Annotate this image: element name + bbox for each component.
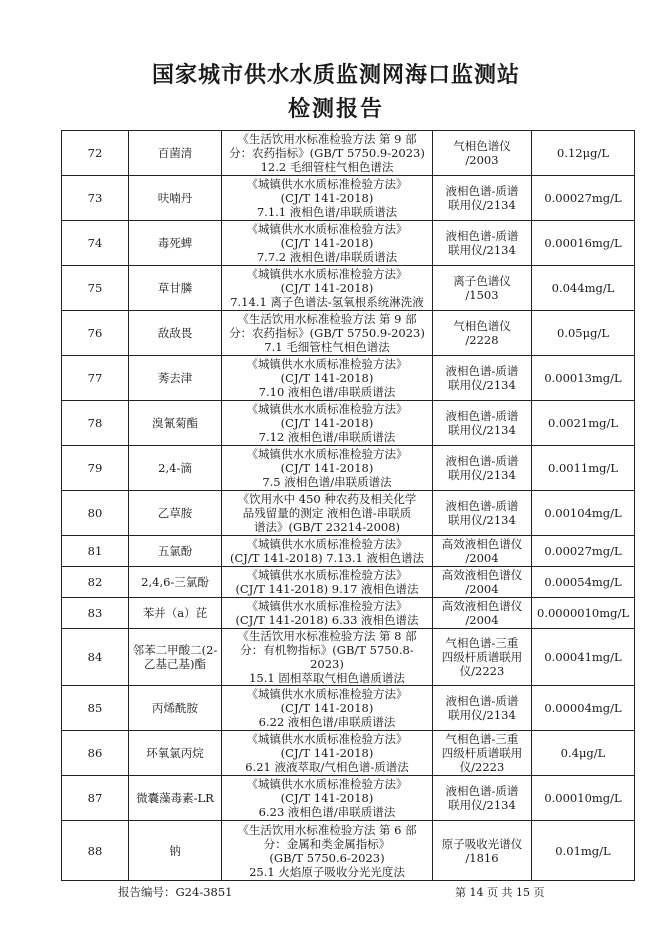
instrument-line: 气相色谱-三重 xyxy=(445,636,519,650)
method-line: 《城镇供水水质标准检验方法》 xyxy=(246,777,408,791)
instrument-line: 离子色谱仪 xyxy=(453,274,511,288)
detection-limit: 0.01mg/L xyxy=(532,821,635,881)
detection-limit: 0.00104mg/L xyxy=(532,491,635,536)
method-line: 《城镇供水水质标准检验方法》 xyxy=(246,177,408,191)
method-line: 分：农药指标》(GB/T 5750.9-2023) xyxy=(229,146,425,160)
instrument-line: 液相色谱-质谱 xyxy=(445,229,519,243)
instrument-line: 气相色谱仪 xyxy=(453,139,511,153)
test-item: 五氯酚 xyxy=(129,536,222,567)
instrument-line: /2004 xyxy=(465,551,499,565)
results-table xyxy=(61,130,635,881)
row-number: 81 xyxy=(62,536,129,567)
method-line: 15.1 固相萃取气相色谱质谱法 xyxy=(249,671,405,685)
detection-limit: 0.00054mg/L xyxy=(532,567,635,598)
test-item: 草甘膦 xyxy=(129,266,222,311)
report-number: 报告编号：G24-3851 xyxy=(118,885,233,899)
detection-limit: 0.00027mg/L xyxy=(532,536,635,567)
test-item: 百菌清 xyxy=(129,131,222,176)
method-line: 《生活饮用水标准检验方法 第 9 部 xyxy=(237,312,417,326)
table-row xyxy=(62,131,635,176)
instrument-line: 原子吸收光谱仪 xyxy=(441,836,523,851)
test-method xyxy=(222,311,433,356)
instrument-line: 液相色谱-质谱 xyxy=(445,184,519,198)
row-number: 83 xyxy=(62,598,129,629)
row-number: 74 xyxy=(62,221,129,266)
report-subtitle: 检测报告 xyxy=(287,96,384,122)
row-number: 84 xyxy=(62,629,129,686)
instrument-line: 气相色谱-三重 xyxy=(445,732,519,746)
method-line: (CJ/T 141-2018) xyxy=(280,416,374,430)
instrument xyxy=(433,356,532,401)
method-line: (CJ/T 141-2018) xyxy=(280,791,374,805)
test-method xyxy=(222,731,433,776)
instrument xyxy=(433,776,532,821)
row-number: 88 xyxy=(62,821,129,881)
detection-limit: 0.0000010mg/L xyxy=(532,598,635,629)
method-line: 7.5 液相色谱/串联质谱法 xyxy=(262,475,392,489)
instrument-line: 四级杆质谱联用 xyxy=(441,650,523,664)
method-line: 《生活饮用水标准检验方法 第 9 部 xyxy=(237,132,417,146)
instrument xyxy=(433,131,532,176)
test-item: 2,4-滴 xyxy=(129,446,222,491)
test-method xyxy=(222,821,433,881)
method-line: 《城镇供水水质标准检验方法》 xyxy=(246,687,408,701)
instrument-line: 联用仪/2134 xyxy=(448,468,516,482)
row-number: 86 xyxy=(62,731,129,776)
row-number: 80 xyxy=(62,491,129,536)
detection-limit: 0.00041mg/L xyxy=(532,629,635,686)
test-item: 2,4,6-三氯酚 xyxy=(129,567,222,598)
page-number: 第 14 页 共 15 页 xyxy=(455,886,545,899)
instrument xyxy=(433,311,532,356)
table-row xyxy=(62,356,635,401)
instrument-line: 仪/2223 xyxy=(459,760,505,774)
method-line: 《城镇供水水质标准检验方法》 xyxy=(246,222,408,236)
instrument xyxy=(433,176,532,221)
table-row xyxy=(62,311,635,356)
row-number: 72 xyxy=(62,131,129,176)
instrument xyxy=(433,401,532,446)
instrument-line: /2228 xyxy=(465,333,499,347)
test-method xyxy=(222,536,433,567)
method-line: 7.10 液相色谱/串联质谱法 xyxy=(258,385,396,399)
method-line: 6.23 液相色谱/串联质谱法 xyxy=(258,805,396,819)
test-method xyxy=(222,598,433,629)
method-line: (CJ/T 141-2018) xyxy=(280,461,374,475)
test-method xyxy=(222,221,433,266)
method-line: 6.22 液相色谱/串联质谱法 xyxy=(258,715,396,729)
method-line: 《城镇供水水质标准检验方法》 xyxy=(246,402,408,416)
test-method xyxy=(222,131,433,176)
instrument xyxy=(433,598,532,629)
row-number: 73 xyxy=(62,176,129,221)
method-line: 《城镇供水水质标准检验方法》 xyxy=(246,267,408,281)
method-line: (CJ/T 141-2018) xyxy=(280,236,374,250)
method-line: (CJ/T 141-2018) 9.17 液相色谱法 xyxy=(235,582,419,596)
row-number: 79 xyxy=(62,446,129,491)
row-number: 78 xyxy=(62,401,129,446)
instrument-line: /2004 xyxy=(465,613,499,627)
test-item: 溴氰菊酯 xyxy=(129,401,222,446)
method-line: 《城镇供水水质标准检验方法》 xyxy=(246,357,408,371)
instrument xyxy=(433,731,532,776)
test-method xyxy=(222,266,433,311)
instrument-line: /2004 xyxy=(465,582,499,596)
instrument-line: 液相色谱-质谱 xyxy=(445,409,519,423)
test-item: 苯并（a）芘 xyxy=(129,598,222,629)
instrument xyxy=(433,491,532,536)
instrument-line: 联用仪/2134 xyxy=(448,708,516,722)
instrument-line: 液相色谱-质谱 xyxy=(445,454,519,468)
method-line: 分：金属和类金属指标》 xyxy=(263,836,391,851)
row-number: 82 xyxy=(62,567,129,598)
instrument-line: 联用仪/2134 xyxy=(448,378,516,392)
detection-limit: 0.0021mg/L xyxy=(532,401,635,446)
table-row xyxy=(62,266,635,311)
test-item: 邻苯二甲酸二(2-乙基己基)酯 xyxy=(129,629,222,686)
table-row xyxy=(62,776,635,821)
method-line: 12.2 毛细管柱气相色谱法 xyxy=(260,160,394,174)
instrument-line: 液相色谱-质谱 xyxy=(445,364,519,378)
instrument-line: /1816 xyxy=(465,850,499,865)
instrument-line: 联用仪/2134 xyxy=(448,198,516,212)
table-row xyxy=(62,176,635,221)
method-line: 《饮用水中 450 种农药及相关化学 xyxy=(237,492,417,506)
detection-limit: 0.05μg/L xyxy=(532,311,635,356)
method-line: (CJ/T 141-2018) 6.33 液相色谱法 xyxy=(235,613,419,627)
row-number: 75 xyxy=(62,266,129,311)
instrument xyxy=(433,221,532,266)
instrument xyxy=(433,536,532,567)
instrument-line: 液相色谱-质谱 xyxy=(445,784,519,798)
row-number: 77 xyxy=(62,356,129,401)
table-row xyxy=(62,536,635,567)
instrument-line: 液相色谱-质谱 xyxy=(445,694,519,708)
table-row xyxy=(62,686,635,731)
test-method xyxy=(222,176,433,221)
detection-limit: 0.00004mg/L xyxy=(532,686,635,731)
detection-limit: 0.00010mg/L xyxy=(532,776,635,821)
test-item: 微囊藻毒素-LR xyxy=(129,776,222,821)
instrument-line: 联用仪/2134 xyxy=(448,513,516,527)
table-row xyxy=(62,491,635,536)
instrument-line: 液相色谱-质谱 xyxy=(445,499,519,513)
method-line: (GB/T 5750.6-2023) xyxy=(269,850,385,865)
table-row xyxy=(62,567,635,598)
method-line: 《城镇供水水质标准检验方法》 xyxy=(246,599,408,613)
method-line: 《城镇供水水质标准检验方法》 xyxy=(246,732,408,746)
test-item: 毒死蜱 xyxy=(129,221,222,266)
method-line: 《城镇供水水质标准检验方法》 xyxy=(246,537,408,551)
test-item: 莠去津 xyxy=(129,356,222,401)
test-method xyxy=(222,356,433,401)
instrument-line: 联用仪/2134 xyxy=(448,423,516,437)
instrument xyxy=(433,567,532,598)
instrument-line: /2003 xyxy=(465,153,499,167)
method-line: 《城镇供水水质标准检验方法》 xyxy=(246,447,408,461)
instrument xyxy=(433,686,532,731)
instrument xyxy=(433,266,532,311)
row-number: 85 xyxy=(62,686,129,731)
table-row xyxy=(62,731,635,776)
table-row xyxy=(62,821,635,881)
method-line: (CJ/T 141-2018) xyxy=(280,371,374,385)
detection-limit: 0.00013mg/L xyxy=(532,356,635,401)
method-line: (CJ/T 141-2018) xyxy=(280,746,374,760)
test-item: 呋喃丹 xyxy=(129,176,222,221)
test-method xyxy=(222,686,433,731)
test-item: 环氧氯丙烷 xyxy=(129,731,222,776)
detection-limit: 0.00016mg/L xyxy=(532,221,635,266)
instrument xyxy=(433,821,532,881)
test-method xyxy=(222,629,433,686)
method-line: (CJ/T 141-2018) xyxy=(280,191,374,205)
detection-limit: 0.12μg/L xyxy=(532,131,635,176)
instrument-line: 联用仪/2134 xyxy=(448,798,516,812)
method-line: 7.14.1 离子色谱法-氢氧根系统淋洗液 xyxy=(230,295,424,309)
instrument-line: 高效液相色谱仪 xyxy=(441,568,523,582)
instrument xyxy=(433,629,532,686)
table-row xyxy=(62,629,635,686)
method-line: 品残留量的测定 液相色谱-串联质 xyxy=(242,506,412,520)
table-row xyxy=(62,446,635,491)
detection-limit: 0.0011mg/L xyxy=(532,446,635,491)
method-line: 谱法》(GB/T 23214-2008) xyxy=(253,520,401,534)
test-method xyxy=(222,401,433,446)
method-line: 7.7.2 液相色谱/串联质谱法 xyxy=(256,250,398,264)
instrument xyxy=(433,446,532,491)
test-item: 钠 xyxy=(129,821,222,881)
table-row xyxy=(62,598,635,629)
method-line: 分：有机物指标》(GB/T 5750.8-2023) xyxy=(240,643,414,671)
instrument-line: 高效液相色谱仪 xyxy=(441,599,523,613)
row-number: 87 xyxy=(62,776,129,821)
test-method xyxy=(222,567,433,598)
method-line: 7.1 毛细管柱气相色谱法 xyxy=(264,340,390,354)
method-line: (CJ/T 141-2018) xyxy=(280,281,374,295)
instrument-line: 高效液相色谱仪 xyxy=(441,537,523,551)
table-row xyxy=(62,401,635,446)
detection-limit: 0.00027mg/L xyxy=(532,176,635,221)
method-line: 分：农药指标》(GB/T 5750.9-2023) xyxy=(229,326,425,340)
test-item: 乙草胺 xyxy=(129,491,222,536)
method-line: 6.21 液液萃取/气相色谱-质谱法 xyxy=(245,760,409,774)
test-item: 敌敌畏 xyxy=(129,311,222,356)
instrument-line: 仪/2223 xyxy=(459,664,505,678)
instrument-line: 联用仪/2134 xyxy=(448,243,516,257)
test-method xyxy=(222,776,433,821)
method-line: 7.12 液相色谱/串联质谱法 xyxy=(258,430,396,444)
instrument-line: /1503 xyxy=(465,288,499,302)
report-title: 国家城市供水水质监测网海口监测站 xyxy=(151,62,520,88)
test-method xyxy=(222,491,433,536)
instrument-line: 四级杆质谱联用 xyxy=(441,746,523,760)
test-method xyxy=(222,446,433,491)
method-line: 25.1 火焰原子吸收分光光度法 xyxy=(249,864,405,879)
method-line: 《城镇供水水质标准检验方法》 xyxy=(246,568,408,582)
method-line: 《生活饮用水标准检验方法 第 6 部 xyxy=(237,822,417,837)
detection-limit: 0.044mg/L xyxy=(532,266,635,311)
row-number: 76 xyxy=(62,311,129,356)
instrument-line: 气相色谱仪 xyxy=(453,319,511,333)
method-line: 7.1.1 液相色谱/串联质谱法 xyxy=(256,205,398,219)
detection-limit: 0.4μg/L xyxy=(532,731,635,776)
method-line: (CJ/T 141-2018) 7.13.1 液相色谱法 xyxy=(229,551,425,565)
table-row xyxy=(62,221,635,266)
test-item: 丙烯酰胺 xyxy=(129,686,222,731)
method-line: 《生活饮用水标准检验方法 第 8 部 xyxy=(237,629,417,643)
method-line: (CJ/T 141-2018) xyxy=(280,701,374,715)
